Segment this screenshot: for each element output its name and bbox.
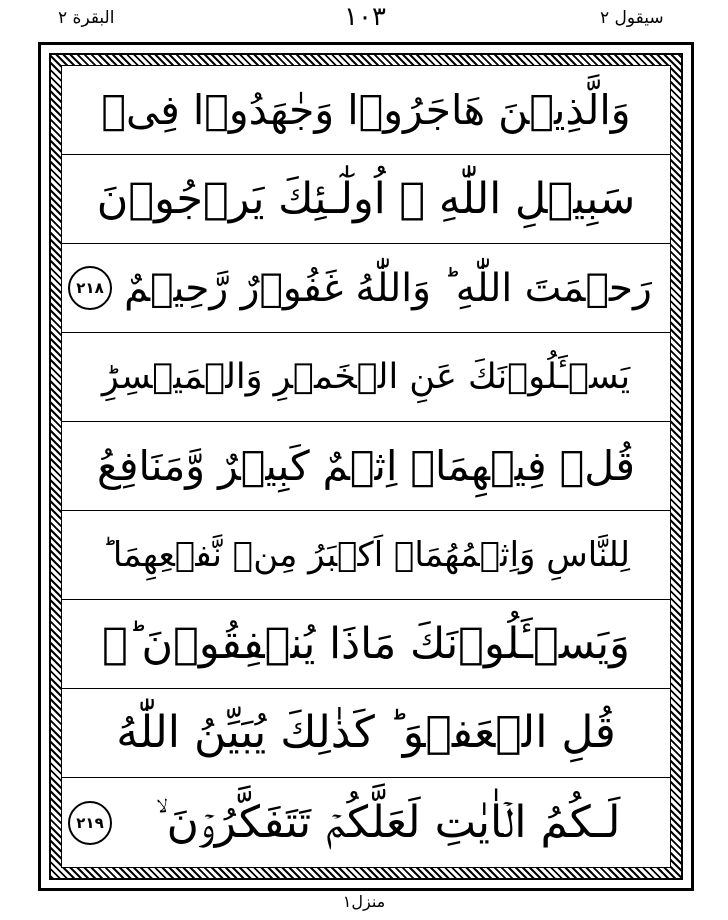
page-number: ١٠٣ <box>344 2 386 32</box>
line-text: لَـكُمُ الۡاٰیٰتِ لَعَلَّكُمۡ تَتَفَكَّرُوۡنَ ۙ <box>155 796 621 848</box>
verse-line <box>62 244 670 333</box>
juz-name: سیقول ٢ <box>600 8 664 28</box>
page-header <box>0 0 728 36</box>
decorative-border <box>49 53 683 880</box>
page-frame <box>38 42 694 891</box>
manzil-label: منزل١ <box>342 892 386 911</box>
verse-line <box>62 66 670 155</box>
line-text: یَسۡـَٔلُوۡنَكَ عَنِ الۡخَمۡرِ وَالۡمَیۡسِرِؕ <box>101 356 631 397</box>
line-text: وَالَّذِیۡنَ هَاجَرُوۡا وَجٰهَدُوۡا فِیۡ <box>101 85 631 134</box>
verse-line <box>62 422 670 511</box>
line-text: قُلِ الۡعَفۡوَ ؕ كَذٰلِكَ یُبَیِّنُ اللّٰهُ <box>116 707 616 758</box>
line-text: رَحۡمَتَ اللّٰهِ ؕ وَاللّٰهُ غَفُوۡرٌ رَّحِیۡمٌ <box>124 265 652 311</box>
surah-name: البقرة ٢ <box>58 8 115 28</box>
verse-line <box>62 689 670 778</box>
page-footer <box>0 892 728 920</box>
ayah-number-marker: ٢١٩ <box>68 801 112 845</box>
line-text: وَیَسۡـَٔلُوۡنَكَ مَاذَا یُنۡفِقُوۡنَ ؕ۬ <box>102 618 630 669</box>
verse-line <box>62 600 670 689</box>
text-area <box>61 65 671 868</box>
verse-line <box>62 333 670 422</box>
verse-line <box>62 155 670 244</box>
ayah-number-marker: ٢١٨ <box>68 266 112 310</box>
line-text: سَبِیۡلِ اللّٰهِ ۙ اُولٰٓـئِكَ یَرۡجُوۡنَ <box>96 173 636 224</box>
line-text: لِلنَّاسِ وَاِثۡمُهُمَاۤ اَكۡبَرُ مِنۡ نَّفۡعِهِمَا ؕ <box>102 535 630 575</box>
line-text: قُلۡ فِیۡهِمَاۤ اِثۡمٌ كَبِیۡرٌ وَّمَنَافِعُ <box>97 441 635 490</box>
verse-line <box>62 511 670 600</box>
verse-line <box>62 778 670 867</box>
verse-lines <box>62 66 670 867</box>
